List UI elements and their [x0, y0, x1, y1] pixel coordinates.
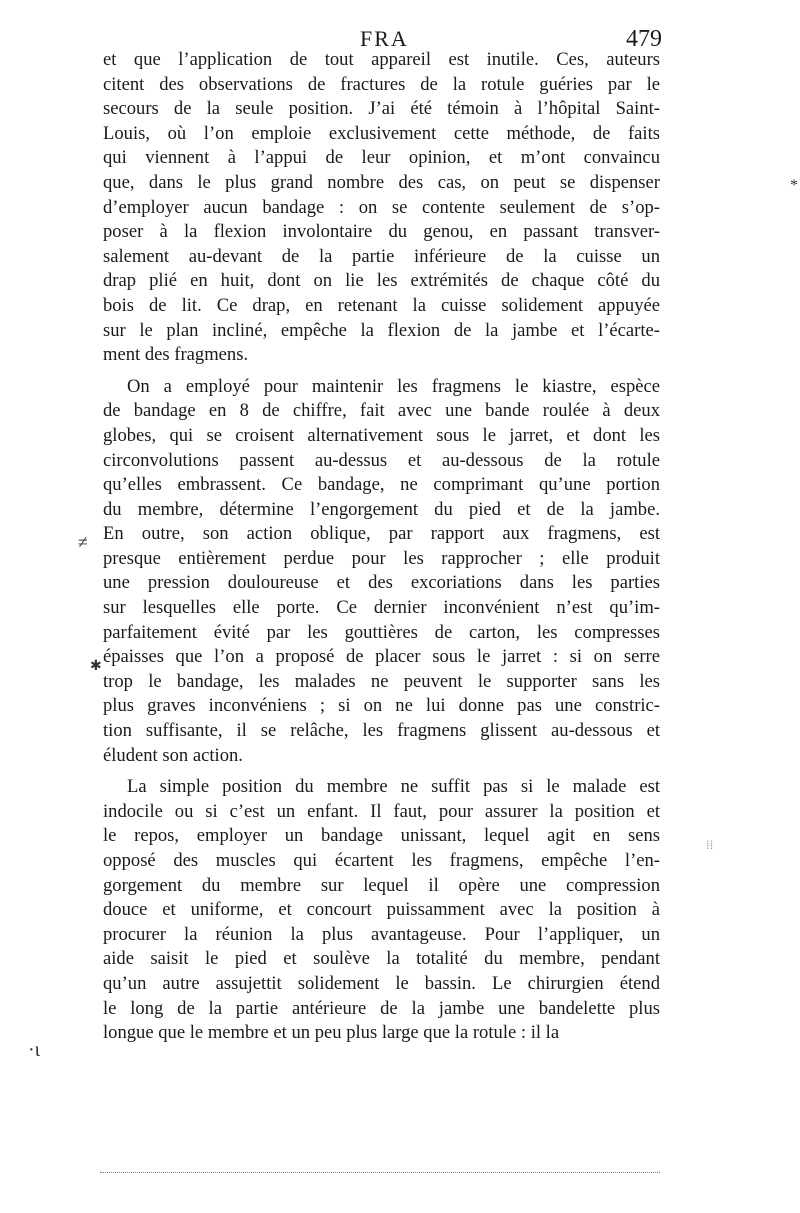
- text-line: trop le bandage, les malades ne peuvent le supporter sans les: [103, 670, 660, 692]
- text-line: salement au-devant de la partie inférieure de la cuisse un: [103, 245, 660, 267]
- text-line: et que l’application de tout appareil est inutile. Ces, auteurs: [103, 49, 660, 70]
- text-line: épaisses que l’on a proposé de placer sous le jarret : si on serre: [103, 646, 660, 668]
- text-line: sur lesquelles elle porte. Ce dernier inconvénient n’est qu’im-: [103, 597, 660, 619]
- text-line: qui viennent à l’appui de leur opinion, et m’ont convaincu: [103, 147, 660, 169]
- body-text: [103, 48, 660, 1046]
- text-line: presque entièrement perdue pour les rapprocher ; elle produit: [103, 547, 660, 569]
- text-line: du membre, détermine l’engorgement du pied et de la jambe.: [103, 498, 660, 520]
- text-line: globes, qui se croisent alternativement sous le jarret, et dont les: [103, 424, 660, 446]
- running-head-title: FRA: [360, 26, 409, 51]
- text-line: le repos, employer un bandage unissant, lequel agit en sens: [103, 825, 660, 847]
- text-line: gorgement du membre sur lequel il opère une compression: [103, 874, 660, 896]
- text-line: ment des fragmens.: [103, 344, 249, 366]
- text-line: On a employé pour maintenir les fragmens le kiastre, espèce: [127, 375, 660, 397]
- text-line: plus graves inconvéniens ; si on ne lui donne pas une constric-: [103, 695, 660, 717]
- margin-speck: ·ι: [28, 1039, 41, 1061]
- text-line: drap plié en huit, dont on lie les extrémités de chaque côté du: [103, 270, 660, 292]
- text-line: le long de la partie antérieure de la jambe une bandelette plus: [103, 997, 660, 1019]
- paragraph-gap: [103, 368, 660, 375]
- text-line: douce et uniforme, et concourt puissamment avec la position à: [103, 899, 660, 921]
- text-line: une pression douloureuse et des excoriations dans les parties: [103, 572, 660, 594]
- text-line: tion suffisante, il se relâche, les fragmens glissent au-dessous et: [103, 720, 660, 742]
- margin-speck: ⁞⁞: [706, 837, 714, 852]
- text-line: citent des observations de fractures de la rotule guéries par le: [103, 73, 660, 95]
- text-line: qu’un autre assujettit solidement le bassin. Le chirurgien étend: [103, 972, 660, 994]
- text-line: éludent son action.: [103, 744, 243, 766]
- text-line: parfaitement évité par les gouttières de carton, les compresses: [103, 621, 660, 643]
- text-line: La simple position du membre ne suffit pas si le malade est: [127, 776, 660, 798]
- text-line: Louis, où l’on emploie exclusivement cette méthode, de faits: [103, 122, 660, 144]
- margin-speck: ≠: [78, 532, 88, 552]
- text-line: sur le plan incliné, empêche la flexion de la jambe et l’écarte-: [103, 319, 660, 341]
- paragraph-gap: [103, 768, 660, 775]
- text-line: indocile ou si c’est un enfant. Il faut, pour assurer la position et: [103, 800, 660, 822]
- paragraph: [103, 48, 660, 368]
- text-line: opposé des muscles qui écartent les fragmens, empêche l’en-: [103, 850, 660, 871]
- paragraph: [103, 775, 660, 1046]
- paragraph: [103, 375, 660, 769]
- text-line: circonvolutions passent au-dessus et au-dessous de la rotule: [103, 449, 660, 471]
- text-line: procurer la réunion la plus avantageuse. Pour l’appliquer, un: [103, 923, 660, 945]
- text-line: de bandage en 8 de chiffre, fait avec une bande roulée à deux: [103, 400, 660, 422]
- text-line: aide saisit le pied et soulève la totalité du membre, pendant: [103, 948, 660, 970]
- page-number: 479: [626, 26, 662, 52]
- bottom-dotted-rule: [100, 1172, 660, 1173]
- text-line: bois de lit. Ce drap, en retenant la cuisse solidement appuyée: [103, 294, 660, 316]
- text-line: que, dans le plus grand nombre des cas, on peut se dispenser: [103, 171, 660, 193]
- text-line: secours de la seule position. J’ai été témoin à l’hôpital Saint-: [103, 98, 660, 120]
- text-line: d’employer aucun bandage : on se contente seulement de s’op-: [103, 196, 660, 218]
- margin-speck: *: [790, 177, 798, 194]
- text-line: qu’elles embrassent. Ce bandage, ne comprimant qu’une portion: [103, 474, 660, 496]
- text-line: En outre, son action oblique, par rapport aux fragmens, est: [103, 523, 660, 545]
- text-line: poser à la flexion involontaire du genou, en passant transver-: [103, 221, 660, 243]
- text-line: longue que le membre et un peu plus large que la rotule : il la: [103, 1022, 560, 1044]
- margin-speck: ✱: [90, 659, 102, 674]
